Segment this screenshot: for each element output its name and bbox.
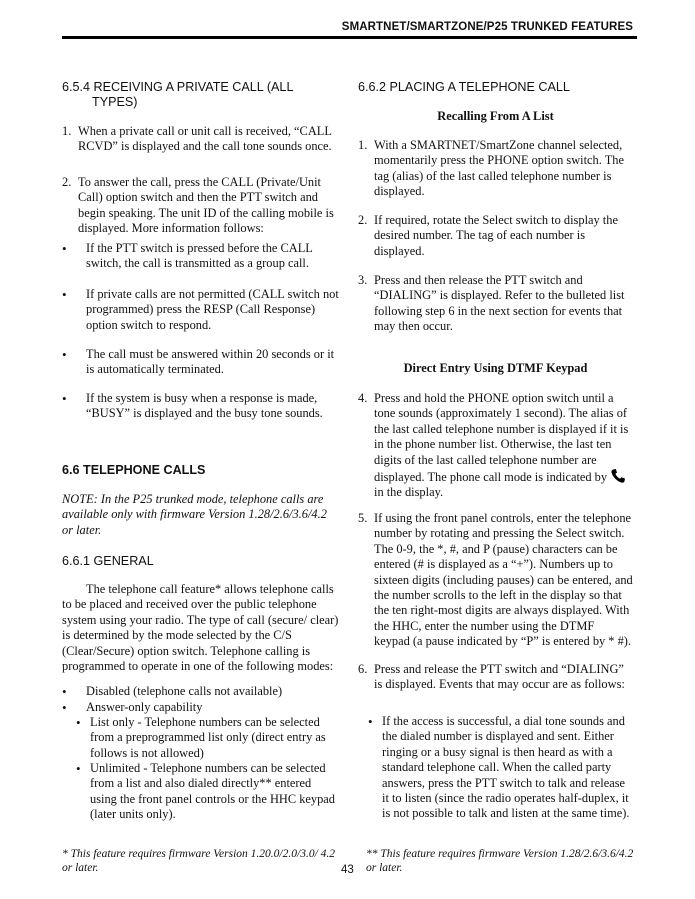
item-number: 6. xyxy=(358,662,368,676)
item-text xyxy=(374,391,633,501)
item-number: 1. xyxy=(358,138,368,152)
section-heading-6-6-2: 6.6.2 PLACING A TELEPHONE CALL xyxy=(358,80,570,94)
general-paragraph: The telephone call feature* allows telephone calls to be placed and received over the public telephone system using your radio. The type of call (secure/ clear) is determined by the mode selected by the C/S (Clear/Secure) option switch. Telephone calling is programmed to operate in one of the following modes: xyxy=(62,582,339,674)
phone-icon xyxy=(610,468,626,484)
bullet-text: If the PTT switch is pressed before the CALL switch, the call is transmitted as a group call. xyxy=(86,241,313,271)
footnote-left: * This feature requires firmware Version 1.20.0/2.0/3.0/ 4.2 or later. xyxy=(62,848,336,874)
mode-text: Disabled (telephone calls not available) xyxy=(86,684,283,698)
item-number: 1. xyxy=(62,124,72,138)
bullet-icon: • xyxy=(62,700,67,715)
item-text: Press and then release the PTT switch and “DIALING” is displayed. Refer to the bulleted list following step 6 in the next section for events that may then occur. xyxy=(374,273,625,334)
bullet-icon: • xyxy=(62,347,67,362)
bullet-text: If the system is busy when a response is made, “BUSY” is displayed and the busy tone sounds. xyxy=(86,391,323,421)
heading-line-2: TYPES) xyxy=(92,95,138,109)
bullet-text: If the access is successful, a dial tone sounds and the dialed number is displayed and sent. Either ringing or a busy signal is then heard as with a standard telephone call. When the called party answers, press the PTT switch to talk and release it to listen (since the radio operates half-duplex, it is not possible to talk and listen at the same time). xyxy=(382,714,630,821)
subheading-dtmf: Direct Entry Using DTMF Keypad xyxy=(403,361,588,375)
bullet-icon: • xyxy=(62,684,67,699)
item-text: When a private call or unit call is received, “CALL RCVD” is displayed and the call tone sounds once. xyxy=(78,124,332,154)
running-header: SMARTNET/SMARTZONE/P25 TRUNKED FEATURES xyxy=(341,21,633,33)
mode-text: Unlimited - Telephone numbers can be selected from a list and also dialed directly** entered using the front panel controls or the HHC keypad (later units only). xyxy=(90,761,336,822)
item-number: 2. xyxy=(62,175,72,189)
header-rule xyxy=(62,36,637,39)
item-number: 3. xyxy=(358,273,368,287)
item-number: 5. xyxy=(358,511,368,525)
subheading-recall: Recalling From A List xyxy=(437,109,554,123)
section-heading-6-6-1: 6.6.1 GENERAL xyxy=(62,554,154,568)
item-text: With a SMARTNET/SmartZone channel selected, momentarily press the PHONE option switch. The tag (alias) of the last called telephone number is displayed. xyxy=(374,138,624,199)
mode-text: Answer-only capability xyxy=(86,700,203,714)
section-heading-6-5-4 xyxy=(62,80,339,110)
bullet-icon: • xyxy=(62,391,67,406)
bullet-icon: • xyxy=(76,715,81,730)
section-heading-6-6: 6.6 TELEPHONE CALLS xyxy=(62,463,206,477)
item-text: If using the front panel controls, enter the telephone number by rotating and pressing the Select switch. The 0-9, the *, #, and P (pause) characters can be entered (# is displayed as a “+”). Numbers up to sixteen digits (including pauses) can be entered, and the number scrolls to the left in the display so that the ten right-most digits are always displayed. With the HHC, enter the number using the DTMF keypad (a pause indicated by “P” is entered by * #). xyxy=(374,511,633,649)
bullet-icon: • xyxy=(76,761,81,776)
item-number: 4. xyxy=(358,391,368,405)
item-text-tail: in the display. xyxy=(374,485,444,500)
bullet-icon: • xyxy=(62,287,67,302)
heading-line-1: 6.5.4 RECEIVING A PRIVATE CALL (ALL xyxy=(62,80,294,94)
bullet-text: If private calls are not permitted (CALL switch not programmed) press the RESP (Call Response) option switch to respond. xyxy=(86,287,339,332)
item-text: To answer the call, press the CALL (Private/Unit Call) option switch and then the PTT switch and begin speaking. The unit ID of the calling mobile is displayed. More information follows: xyxy=(78,175,334,236)
bullet-icon: • xyxy=(62,241,67,256)
item-text: If required, rotate the Select switch to display the desired number. The tag of each number is displayed. xyxy=(374,213,618,258)
item-number: 2. xyxy=(358,213,368,227)
item-text: Press and release the PTT switch and “DIALING” is displayed. Events that may occur are as follows: xyxy=(374,662,625,692)
page-number: 43 xyxy=(341,864,354,876)
item-text-body: Press and hold the PHONE option switch until a tone sounds (approximately 1 second). The alias of the last called telephone number is displayed if it is in the phone number list. Otherwise, the last ten digits of the last called telephone number are displayed. The phone call mode is indicated by xyxy=(374,391,629,485)
footnote-right: ** This feature requires firmware Version 1.28/2.6/3.6/4.2 or later. xyxy=(366,848,634,874)
bullet-text: The call must be answered within 20 seconds or it is automatically terminated. xyxy=(86,347,335,377)
mode-text: List only - Telephone numbers can be selected from a preprogrammed list only (direct entry as follows is not allowed) xyxy=(90,715,326,760)
note-text: NOTE: In the P25 trunked mode, telephone calls are available only with firmware Version 1.28/2.6/3.6/4.2 or later. xyxy=(62,492,327,537)
bullet-icon: • xyxy=(368,714,373,729)
